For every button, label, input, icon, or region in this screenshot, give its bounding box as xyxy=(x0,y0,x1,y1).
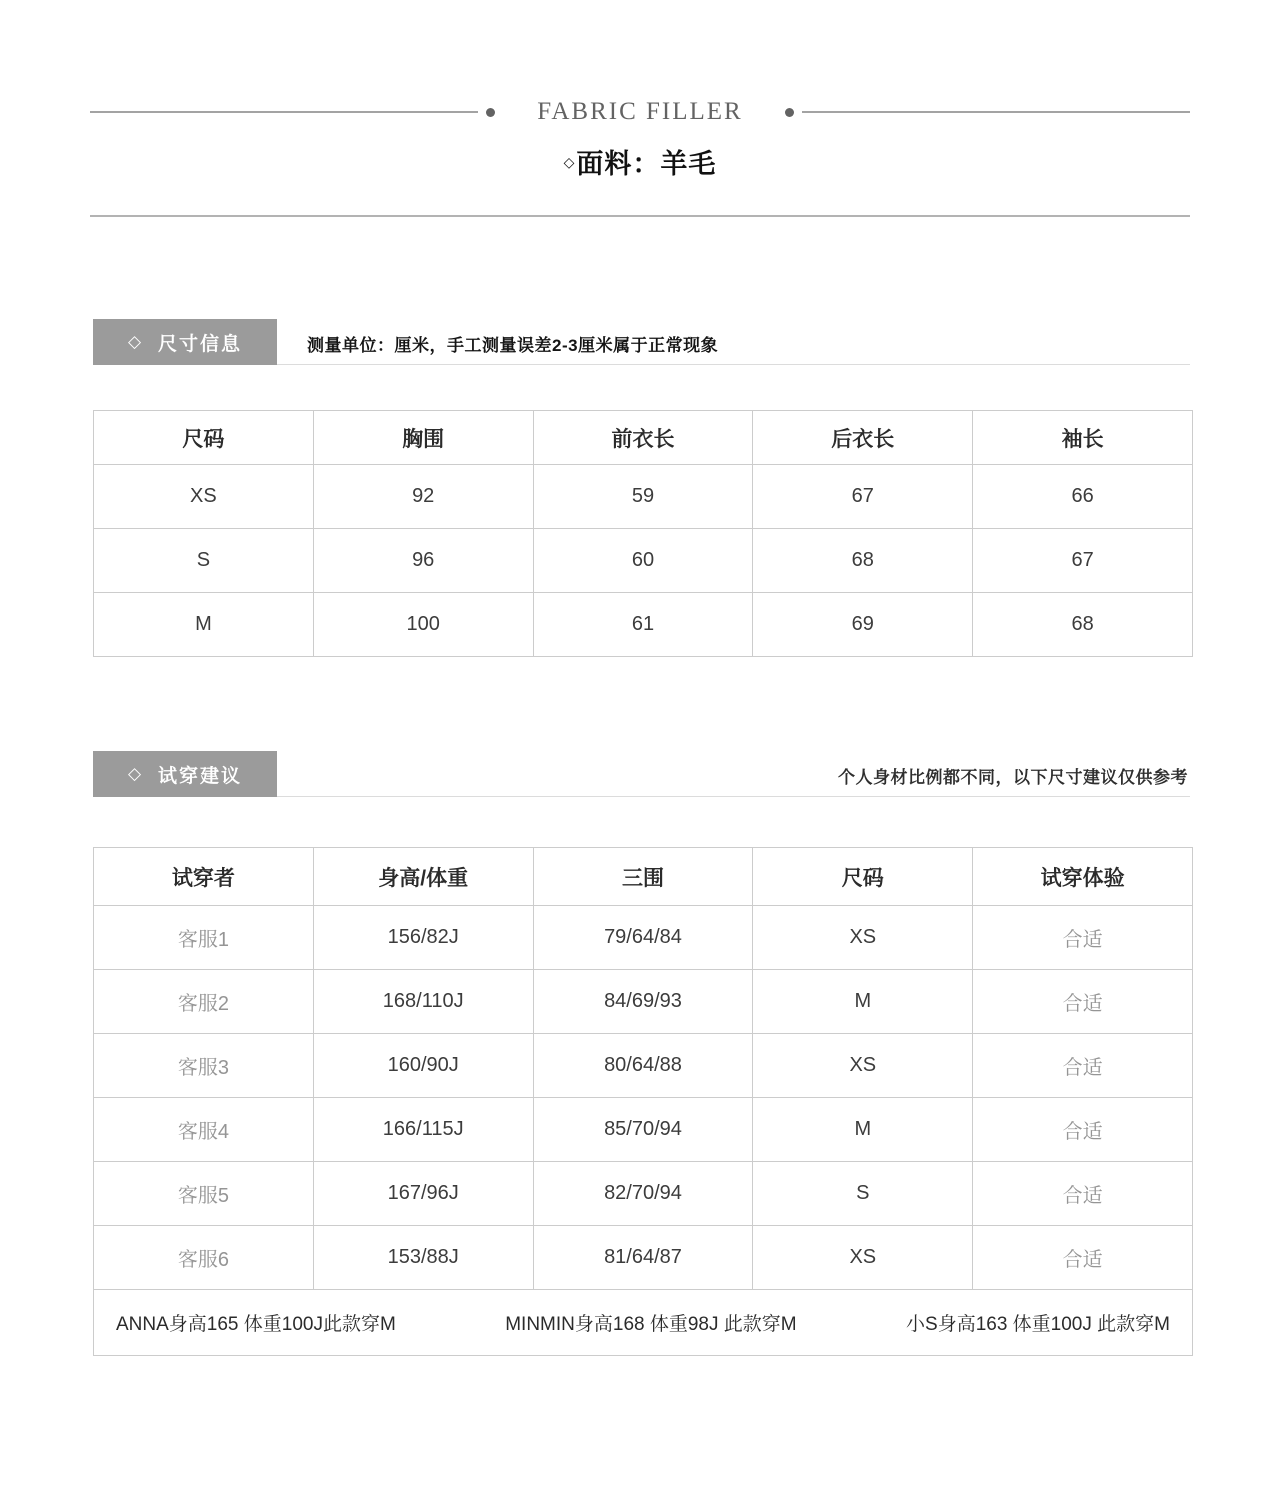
fitting-advice-section-bar xyxy=(90,751,1190,797)
table-row xyxy=(94,906,1193,970)
table-header-row xyxy=(94,848,1193,906)
table-cell: 客服1 xyxy=(94,906,314,970)
table-cell: S xyxy=(753,1162,973,1226)
table-cell: 合适 xyxy=(973,906,1193,970)
table-cell: 66 xyxy=(973,465,1193,529)
bullet-dot-icon xyxy=(785,108,794,117)
diamond-icon: ◇ xyxy=(127,764,142,783)
table-row xyxy=(94,1226,1193,1290)
table-cell: 67 xyxy=(973,529,1193,593)
table-cell: 合适 xyxy=(973,1162,1193,1226)
column-header: 试穿体验 xyxy=(973,848,1193,906)
table-cell: 100 xyxy=(313,593,533,657)
section-underline xyxy=(277,364,1190,365)
size-info-section-bar xyxy=(90,319,1190,365)
column-header: 三围 xyxy=(533,848,753,906)
table-cell: 166/115J xyxy=(313,1098,533,1162)
table-row xyxy=(94,1162,1193,1226)
model-fit-note: 小S身高163 体重100J 此款穿M xyxy=(906,1314,1170,1335)
model-fit-note: ANNA身高165 体重100J此款穿M xyxy=(116,1314,396,1335)
model-fit-notes xyxy=(94,1309,1192,1336)
fitting-advice-section-title: 试穿建议 xyxy=(158,765,243,787)
column-header: 尺码 xyxy=(94,411,314,465)
table-cell: 客服4 xyxy=(94,1098,314,1162)
size-info-section-label xyxy=(93,319,277,365)
fabric-header xyxy=(90,98,1190,126)
table-cell: 合适 xyxy=(973,1226,1193,1290)
column-header: 尺码 xyxy=(753,848,973,906)
table-cell: 96 xyxy=(313,529,533,593)
fitting-disclaimer-note: 个人身材比例都不同，以下尺寸建议仅供参考 xyxy=(838,768,1188,787)
table-cell: M xyxy=(753,1098,973,1162)
fitting-table xyxy=(93,847,1193,1356)
table-cell: XS xyxy=(753,1034,973,1098)
table-cell: 客服5 xyxy=(94,1162,314,1226)
table-cell: 68 xyxy=(753,529,973,593)
table-cell: 79/64/84 xyxy=(533,906,753,970)
table-cell: M xyxy=(94,593,314,657)
table-cell: 81/64/87 xyxy=(533,1226,753,1290)
fabric-subtitle-text: 面料：羊毛 xyxy=(576,149,717,179)
diamond-icon: ◇ xyxy=(127,332,142,351)
table-cell: 153/88J xyxy=(313,1226,533,1290)
table-cell: S xyxy=(94,529,314,593)
fitting-advice-section-label xyxy=(93,751,277,797)
table-cell: 85/70/94 xyxy=(533,1098,753,1162)
column-header: 身高/体重 xyxy=(313,848,533,906)
table-cell: 客服6 xyxy=(94,1226,314,1290)
table-cell: XS xyxy=(753,1226,973,1290)
size-table xyxy=(93,410,1193,657)
table-row xyxy=(94,1034,1193,1098)
column-header: 胸围 xyxy=(313,411,533,465)
fabric-header-title: FABRIC FILLER xyxy=(537,98,743,125)
column-header: 后衣长 xyxy=(753,411,973,465)
table-cell: 69 xyxy=(753,593,973,657)
table-cell: 82/70/94 xyxy=(533,1162,753,1226)
table-cell: 60 xyxy=(533,529,753,593)
diamond-icon: ◇ xyxy=(563,154,576,170)
section-underline xyxy=(277,796,1190,797)
column-header: 袖长 xyxy=(973,411,1193,465)
table-cell: XS xyxy=(94,465,314,529)
table-cell: 合适 xyxy=(973,1034,1193,1098)
table-cell: 80/64/88 xyxy=(533,1034,753,1098)
product-detail-page xyxy=(0,98,1280,1356)
table-cell: 客服3 xyxy=(94,1034,314,1098)
table-cell: 61 xyxy=(533,593,753,657)
table-cell: 67 xyxy=(753,465,973,529)
table-cell: 167/96J xyxy=(313,1162,533,1226)
table-row xyxy=(94,529,1193,593)
fabric-subtitle xyxy=(90,142,1190,181)
table-cell: 客服2 xyxy=(94,970,314,1034)
table-header-row xyxy=(94,411,1193,465)
table-row xyxy=(94,970,1193,1034)
table-cell: 168/110J xyxy=(313,970,533,1034)
table-cell: 合适 xyxy=(973,1098,1193,1162)
table-cell: 合适 xyxy=(973,970,1193,1034)
table-footer-row xyxy=(94,1290,1193,1356)
table-row xyxy=(94,465,1193,529)
header-rule-left xyxy=(90,111,478,113)
top-divider xyxy=(90,215,1190,217)
table-cell: 68 xyxy=(973,593,1193,657)
model-fit-note: MINMIN身高168 体重98J 此款穿M xyxy=(505,1314,797,1335)
table-cell: 59 xyxy=(533,465,753,529)
table-footer-cell xyxy=(94,1290,1193,1356)
table-row xyxy=(94,1098,1193,1162)
table-cell: 92 xyxy=(313,465,533,529)
table-cell: M xyxy=(753,970,973,1034)
size-info-section-title: 尺寸信息 xyxy=(158,333,243,355)
header-rule-right xyxy=(802,111,1190,113)
table-cell: 156/82J xyxy=(313,906,533,970)
table-cell: XS xyxy=(753,906,973,970)
column-header: 前衣长 xyxy=(533,411,753,465)
table-cell: 160/90J xyxy=(313,1034,533,1098)
table-cell: 84/69/93 xyxy=(533,970,753,1034)
column-header: 试穿者 xyxy=(94,848,314,906)
bullet-dot-icon xyxy=(486,108,495,117)
measurement-note: 测量单位：厘米，手工测量误差2-3厘米属于正常现象 xyxy=(307,336,719,355)
table-row xyxy=(94,593,1193,657)
